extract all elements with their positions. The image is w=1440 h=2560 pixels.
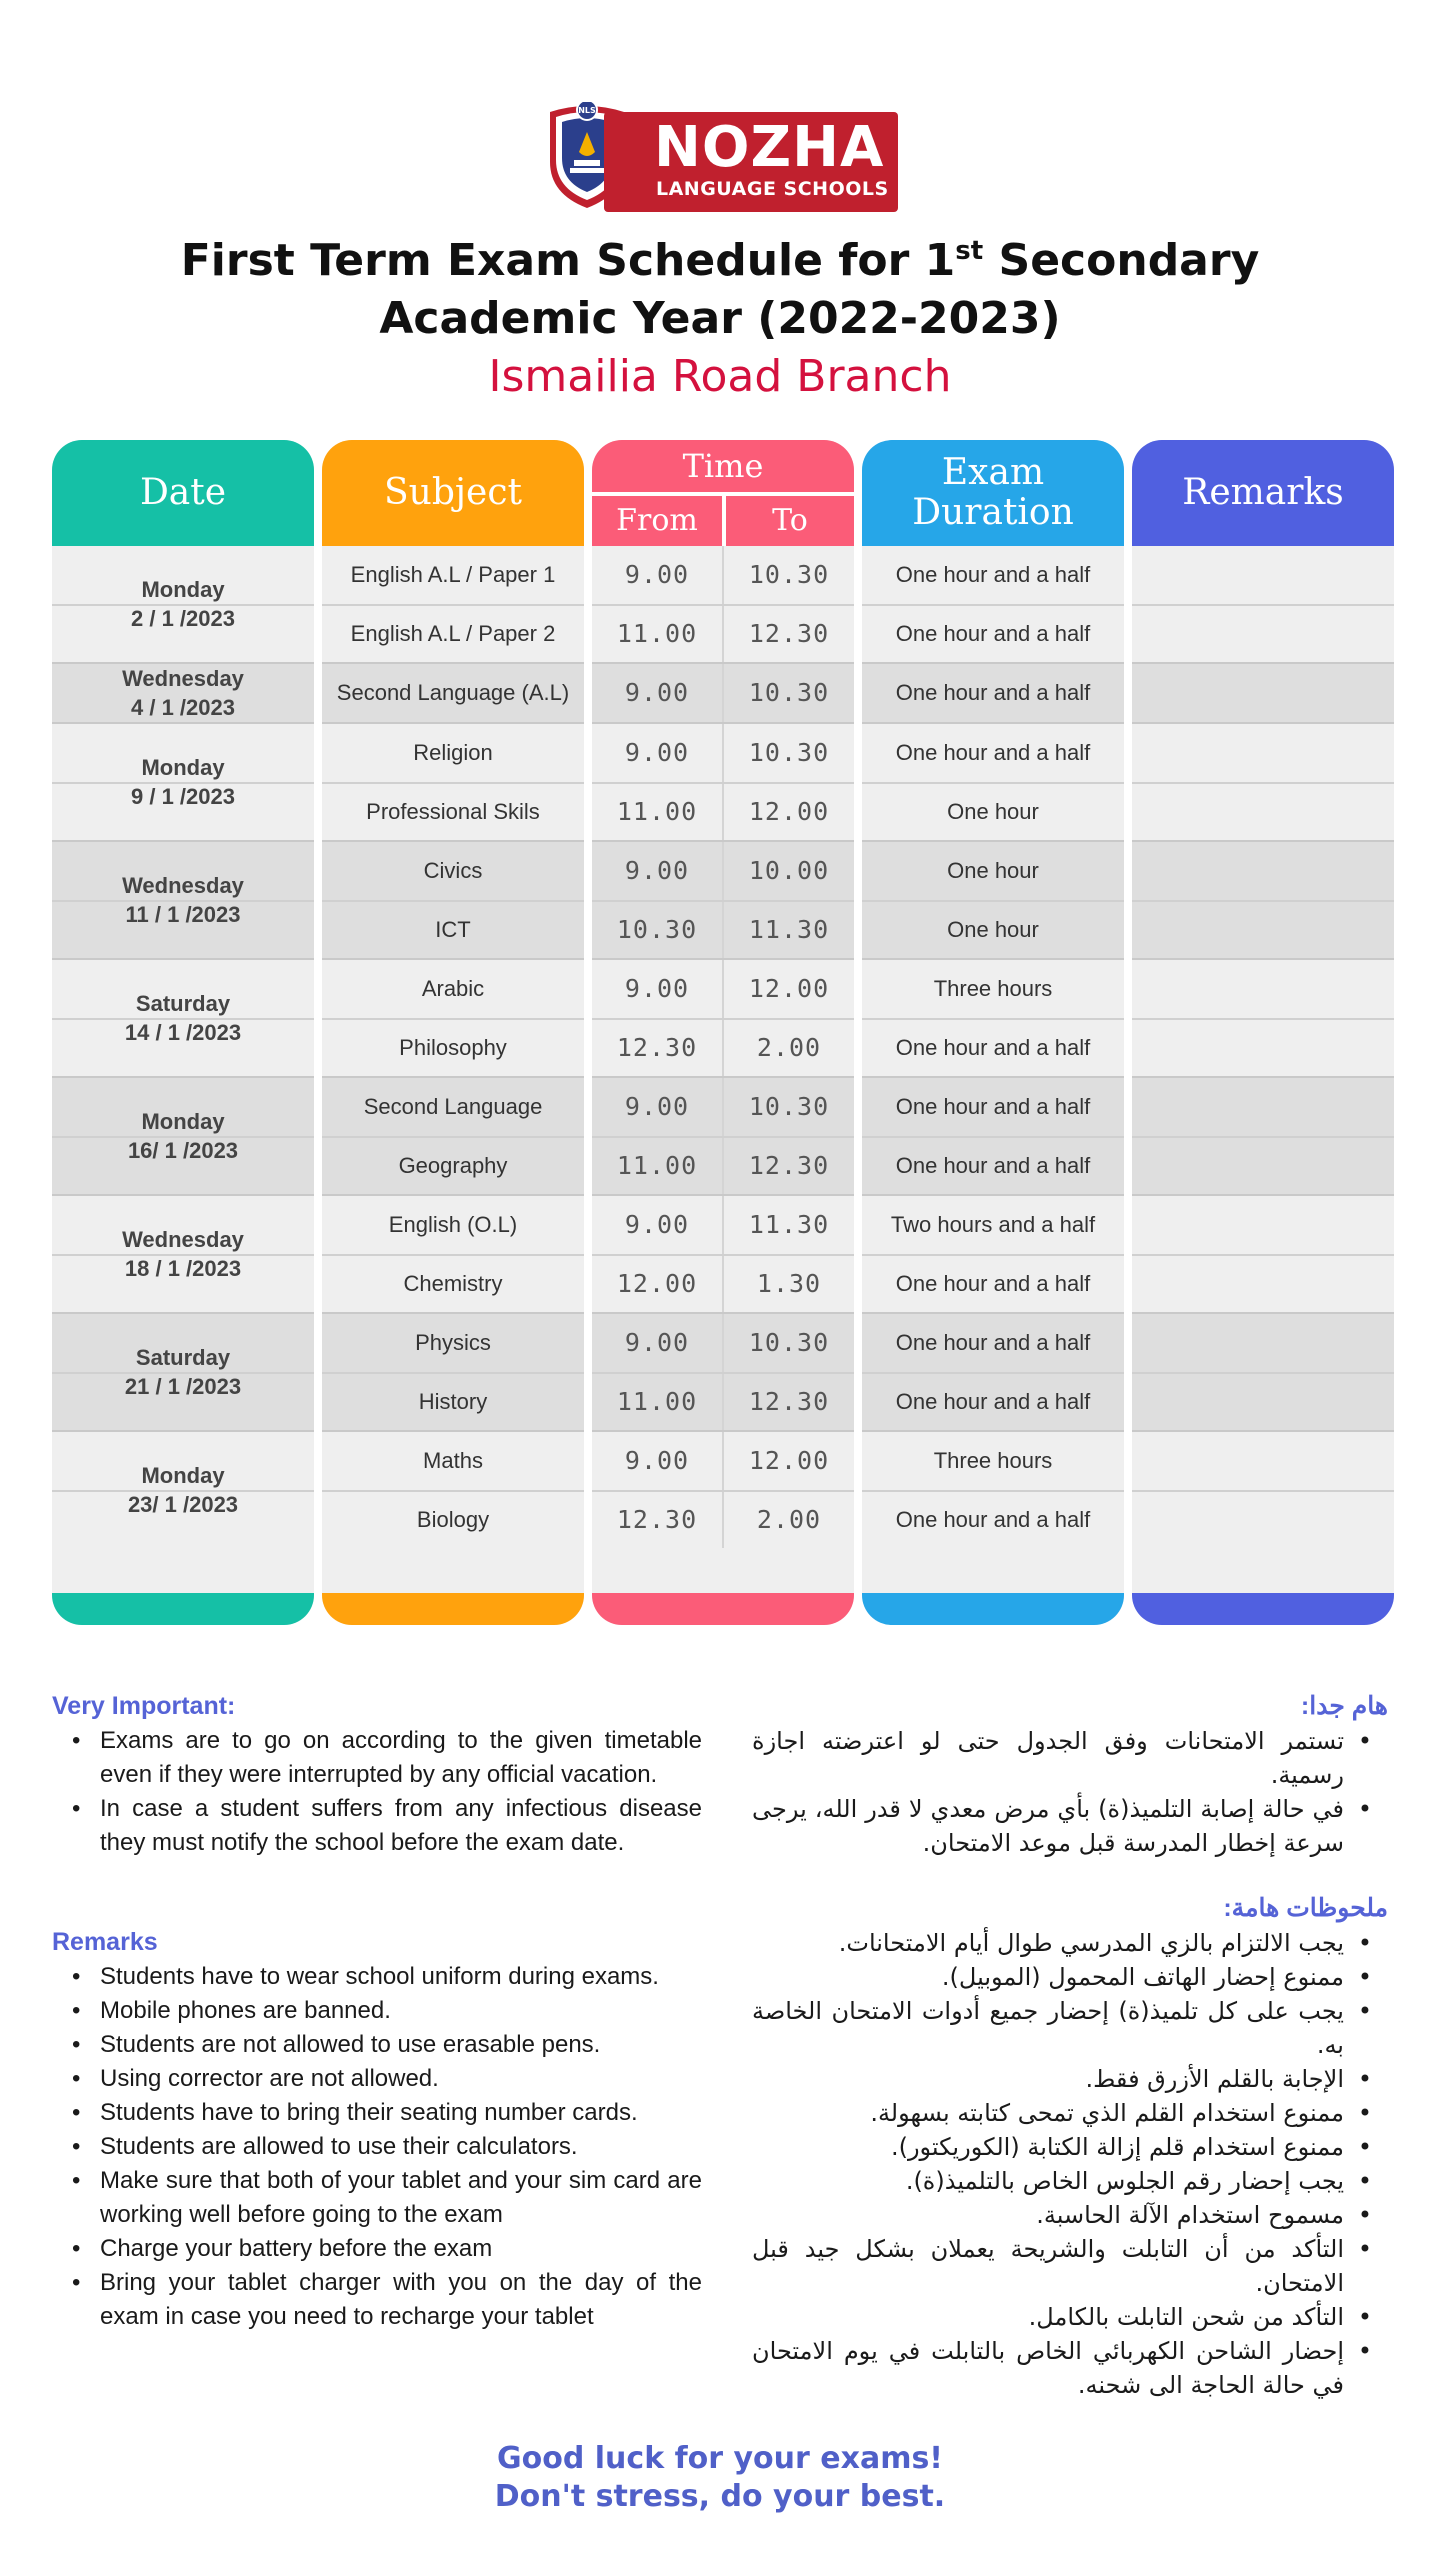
time-row xyxy=(592,1372,854,1430)
note-item-ar: • مسموح استخدام الآلة الحاسبة. xyxy=(752,2198,1392,2232)
to-time-cell: 10.30 xyxy=(722,724,854,782)
time-row xyxy=(592,1136,854,1194)
time-group xyxy=(592,840,854,958)
exam-date: 4 / 1 /2023 xyxy=(131,695,235,720)
remark-item: • Students have to wear school uniform during exams. xyxy=(52,1960,702,1994)
dur-group xyxy=(862,1430,1124,1548)
remark-item: • Make sure that both of your tablet and your sim card are working well before going to the exam xyxy=(52,2164,702,2232)
note-item-ar: • الإجابة بالقلم الأزرق فقط. xyxy=(752,2062,1392,2096)
remarks-cell xyxy=(1132,1254,1394,1312)
remark-item: • Charge your battery before the exam xyxy=(52,2232,702,2266)
subject-row xyxy=(322,1136,584,1194)
exam-date-cell xyxy=(52,724,314,840)
duration-row xyxy=(862,664,1124,722)
exam-date-cell xyxy=(52,664,314,722)
subject-column xyxy=(322,440,584,1625)
time-row xyxy=(592,1254,854,1312)
subject-row xyxy=(322,900,584,958)
subject-group xyxy=(322,1194,584,1312)
note-item-ar: • التأكد من شحن التابلت بالكامل. xyxy=(752,2300,1392,2334)
subject-group xyxy=(322,662,584,722)
exam-day: Monday xyxy=(141,1463,225,1488)
rem-group xyxy=(1132,722,1394,840)
subject-column-footer xyxy=(322,1593,584,1625)
time-header xyxy=(592,440,854,546)
subject-cell: Arabic xyxy=(421,976,485,1001)
exam-date: 16/ 1 /2023 xyxy=(127,1138,239,1163)
note-item-ar: • ممنوع استخدام قلم إزالة الكتابة (الكوريكتور). xyxy=(752,2130,1392,2164)
note-item-ar: • يجب الالتزام بالزي المدرسي طوال أيام الامتحانات. xyxy=(752,1926,1392,1960)
date-column xyxy=(52,440,314,1625)
to-time-cell: 12.00 xyxy=(722,1432,854,1490)
to-time-cell: 10.30 xyxy=(722,546,854,604)
very-important-heading: Very Important: xyxy=(52,1692,236,1720)
remarks-cell xyxy=(1132,1372,1394,1430)
time-row xyxy=(592,960,854,1018)
duration-row xyxy=(862,724,1124,782)
subject-row xyxy=(322,960,584,1018)
dur-group xyxy=(862,1076,1124,1194)
duration-cell: One hour xyxy=(947,858,1039,883)
important-note-item: • Exams are to go on according to the given timetable even if they were interrupted by any official vacation. xyxy=(52,1724,702,1792)
dur-group xyxy=(862,1312,1124,1430)
exam-date: 11 / 1 /2023 xyxy=(125,902,241,927)
subject-cell: Philosophy xyxy=(399,1035,507,1060)
subject-row xyxy=(322,1254,584,1312)
logo-subtitle: LANGUAGE SCHOOLS xyxy=(656,178,889,200)
duration-row xyxy=(862,960,1124,1018)
logo-seal-text: NLS xyxy=(578,106,596,115)
exam-day: Wednesday xyxy=(122,873,244,898)
from-time-cell: 10.30 xyxy=(616,915,698,944)
time-row xyxy=(592,1432,854,1490)
duration-cell: Three hours xyxy=(933,976,1053,1001)
remarks-column-footer xyxy=(1132,1593,1394,1625)
duration-cell: Two hours and a half xyxy=(890,1212,1096,1237)
note-item-ar: • إحضار الشاحن الكهربائي الخاص بالتابلت في يوم الامتحان في حالة الحاجة الى شحنه. xyxy=(752,2334,1392,2402)
subject-group xyxy=(322,1312,584,1430)
subject-cell: Second Language xyxy=(363,1094,543,1119)
to-time-cell: 2.00 xyxy=(722,1020,854,1076)
subject-cell: History xyxy=(418,1389,488,1414)
note-item-ar: • ممنوع إحضار الهاتف المحمول (الموبيل). xyxy=(752,1960,1392,1994)
remarks-cell xyxy=(1132,1078,1394,1136)
from-time-cell: 9.00 xyxy=(624,678,690,707)
subject-row xyxy=(322,1372,584,1430)
dur-group xyxy=(862,958,1124,1076)
rem-group xyxy=(1132,840,1394,958)
time-row xyxy=(592,900,854,958)
time-column-footer xyxy=(592,1593,854,1625)
from-time-cell: 12.30 xyxy=(616,1505,698,1534)
duration-row xyxy=(862,546,1124,604)
important-note-item-ar: • تستمر الامتحانات وفق الجدول حتى لو اعترضته اجازة رسمية. xyxy=(752,1724,1392,1792)
subject-row xyxy=(322,546,584,604)
remarks-cell xyxy=(1132,1196,1394,1254)
logo-brand: NOZHA xyxy=(654,115,885,180)
subject-cell: English A.L / Paper 1 xyxy=(350,562,556,587)
subject-row xyxy=(322,842,584,900)
duration-cell: One hour and a half xyxy=(895,621,1091,646)
duration-cell: One hour and a half xyxy=(895,1035,1091,1060)
subject-cell: Physics xyxy=(415,1330,491,1355)
remarks-cell xyxy=(1132,1314,1394,1372)
exam-date-cell xyxy=(52,842,314,958)
subject-row xyxy=(322,1018,584,1076)
duration-row xyxy=(862,1432,1124,1490)
from-time-cell: 9.00 xyxy=(624,856,690,885)
time-row xyxy=(592,1196,854,1254)
exam-day: Monday xyxy=(141,755,225,780)
exam-day: Wednesday xyxy=(122,1227,244,1252)
exam-day: Saturday xyxy=(135,1345,231,1370)
duration-row xyxy=(862,1372,1124,1430)
duration-cell: One hour and a half xyxy=(895,740,1091,765)
duration-cell: One hour and a half xyxy=(895,680,1091,705)
important-heading-ar: هام جدا: xyxy=(1300,1692,1388,1720)
time-group xyxy=(592,1194,854,1312)
subject-row xyxy=(322,1432,584,1490)
subject-row xyxy=(322,664,584,722)
from-time-cell: 9.00 xyxy=(624,1092,690,1121)
subject-header: Subject xyxy=(322,440,584,546)
from-time-cell: 11.00 xyxy=(616,797,698,826)
subject-cell: Geography xyxy=(398,1153,508,1178)
remarks-cell xyxy=(1132,1432,1394,1490)
time-row xyxy=(592,842,854,900)
duration-row xyxy=(862,1254,1124,1312)
exam-date: 21 / 1 /2023 xyxy=(124,1374,242,1399)
subject-group xyxy=(322,1430,584,1548)
date-header: Date xyxy=(52,440,314,546)
duration-groups xyxy=(862,546,1124,1548)
duration-header: Exam Duration xyxy=(862,440,1124,546)
very-important-list xyxy=(52,1724,702,1860)
duration-cell: One hour and a half xyxy=(895,1389,1091,1414)
duration-column-footer xyxy=(862,1593,1124,1625)
to-header: To xyxy=(772,503,808,538)
remarks-cell xyxy=(1132,1018,1394,1076)
important-list-ar xyxy=(752,1724,1392,1860)
closing-line-1: Good luck for your exams! xyxy=(497,2441,943,2476)
time-row xyxy=(592,604,854,662)
date-group xyxy=(52,958,314,1076)
from-time-cell: 11.00 xyxy=(616,1387,698,1416)
subject-group xyxy=(322,958,584,1076)
remarks-list xyxy=(52,1960,702,2334)
to-time-cell: 10.00 xyxy=(722,842,854,900)
time-row xyxy=(592,1490,854,1548)
exam-date: 14 / 1 /2023 xyxy=(124,1020,242,1045)
subject-cell: Maths xyxy=(423,1448,483,1473)
from-header: From xyxy=(616,503,698,538)
remark-item: • Mobile phones are banned. xyxy=(52,1994,702,2028)
from-time-cell: 9.00 xyxy=(624,974,690,1003)
note-item-ar: • يجب على كل تلميذ(ة) إحضار جميع أدوات الامتحان الخاصة به. xyxy=(752,1994,1392,2062)
subject-groups xyxy=(322,546,584,1548)
subject-row xyxy=(322,604,584,662)
remark-item: • Students are not allowed to use erasable pens. xyxy=(52,2028,702,2062)
remark-item: • Using corrector are not allowed. xyxy=(52,2062,702,2096)
time-row xyxy=(592,664,854,722)
subject-group xyxy=(322,1076,584,1194)
duration-cell: One hour and a half xyxy=(895,1153,1091,1178)
remark-item: • Bring your tablet charger with you on the day of the exam in case you need to recharge your tablet xyxy=(52,2266,702,2334)
remarks-cell xyxy=(1132,960,1394,1018)
duration-row xyxy=(862,604,1124,662)
remarks-cell xyxy=(1132,900,1394,958)
time-group xyxy=(592,722,854,840)
to-time-cell: 11.30 xyxy=(722,1196,854,1254)
note-item-ar: • يجب إحضار رقم الجلوس الخاص بالتلميذ(ة). xyxy=(752,2164,1392,2198)
exam-date: 23/ 1 /2023 xyxy=(127,1492,239,1517)
duration-cell: One hour and a half xyxy=(895,1271,1091,1296)
subject-cell: ICT xyxy=(435,917,471,942)
date-column-footer xyxy=(52,1593,314,1625)
date-group xyxy=(52,662,314,722)
rem-group xyxy=(1132,1312,1394,1430)
exam-day: Monday xyxy=(141,577,225,602)
remarks-column xyxy=(1132,440,1394,1625)
closing-line-2: Don't stress, do your best. xyxy=(494,2479,946,2514)
subject-cell: English A.L / Paper 2 xyxy=(350,621,556,646)
to-time-cell: 12.00 xyxy=(722,960,854,1018)
to-time-cell: 12.30 xyxy=(722,606,854,662)
remarks-cell xyxy=(1132,546,1394,604)
subject-row xyxy=(322,1314,584,1372)
subject-cell: Civics xyxy=(423,858,483,883)
time-group xyxy=(592,1430,854,1548)
remarks-cell xyxy=(1132,664,1394,722)
to-time-cell: 10.30 xyxy=(722,1078,854,1136)
remark-item: • Students have to bring their seating number cards. xyxy=(52,2096,702,2130)
time-group xyxy=(592,1312,854,1430)
duration-row xyxy=(862,1136,1124,1194)
subject-cell: English (O.L) xyxy=(388,1212,518,1237)
note-item-ar: • ممنوع استخدام القلم الذي تمحى كتابته بسهولة. xyxy=(752,2096,1392,2130)
time-row xyxy=(592,546,854,604)
time-row xyxy=(592,1018,854,1076)
important-note-item: • In case a student suffers from any infectious disease they must notify the school before the exam date. xyxy=(52,1792,702,1860)
remarks-cell xyxy=(1132,1136,1394,1194)
date-group xyxy=(52,722,314,840)
duration-column xyxy=(862,440,1124,1625)
exam-date-cell xyxy=(52,1078,314,1194)
subject-row xyxy=(322,1490,584,1548)
date-groups xyxy=(52,546,314,1548)
rem-group xyxy=(1132,1430,1394,1548)
to-time-cell: 10.30 xyxy=(722,1314,854,1372)
subject-row xyxy=(322,724,584,782)
important-note-item-ar: • في حالة إصابة التلميذ(ة) بأي مرض معدي لا قدر الله، يرجى سرعة إخطار المدرسة قبل موعد الامتحان. xyxy=(752,1792,1392,1860)
notes-list-ar xyxy=(752,1926,1392,2402)
exam-date-cell xyxy=(52,1432,314,1548)
notes-heading-ar: ملحوظات هامة: xyxy=(1223,1894,1388,1922)
page-title xyxy=(0,232,1440,348)
duration-cell: One hour and a half xyxy=(895,1094,1091,1119)
title-line-2: Academic Year (2022-2023) xyxy=(379,293,1061,344)
remark-item: • Students are allowed to use their calculators. xyxy=(52,2130,702,2164)
time-group xyxy=(592,546,854,662)
exam-date: 2 / 1 /2023 xyxy=(131,606,235,631)
date-group xyxy=(52,546,314,662)
rem-group xyxy=(1132,546,1394,662)
exam-date-cell xyxy=(52,546,314,662)
from-time-cell: 9.00 xyxy=(624,1328,690,1357)
exam-date: 18 / 1 /2023 xyxy=(124,1256,242,1281)
to-time-cell: 12.00 xyxy=(722,784,854,840)
duration-row xyxy=(862,842,1124,900)
time-group xyxy=(592,958,854,1076)
time-group xyxy=(592,1076,854,1194)
dur-group xyxy=(862,722,1124,840)
subject-cell: Chemistry xyxy=(403,1271,503,1296)
date-group xyxy=(52,1194,314,1312)
dur-group xyxy=(862,546,1124,662)
subject-cell: Professional Skils xyxy=(366,799,540,824)
remarks-heading: Remarks xyxy=(52,1928,158,1956)
from-time-cell: 9.00 xyxy=(624,738,690,767)
from-time-cell: 11.00 xyxy=(616,1151,698,1180)
time-group xyxy=(592,662,854,722)
subject-row xyxy=(322,1078,584,1136)
from-time-cell: 12.00 xyxy=(616,1269,698,1298)
duration-row xyxy=(862,1078,1124,1136)
rem-group xyxy=(1132,958,1394,1076)
to-time-cell: 11.30 xyxy=(722,902,854,958)
duration-cell: One hour and a half xyxy=(895,562,1091,587)
to-time-cell: 10.30 xyxy=(722,664,854,722)
branch-name: Ismailia Road Branch xyxy=(488,351,952,402)
subject-cell: Second Language (A.L) xyxy=(336,680,570,705)
date-group xyxy=(52,840,314,958)
exam-date-cell xyxy=(52,1196,314,1312)
subject-cell: Religion xyxy=(413,740,493,765)
title-part-1: First Term Exam Schedule for 1 xyxy=(180,235,956,286)
duration-row xyxy=(862,782,1124,840)
duration-cell: One hour xyxy=(947,917,1039,942)
time-row xyxy=(592,1078,854,1136)
from-time-cell: 12.30 xyxy=(616,1033,698,1062)
remarks-cell xyxy=(1132,842,1394,900)
time-row xyxy=(592,782,854,840)
date-group xyxy=(52,1076,314,1194)
duration-cell: One hour xyxy=(947,799,1039,824)
time-groups xyxy=(592,546,854,1548)
title-part-2: Secondary xyxy=(983,235,1260,286)
duration-cell: One hour and a half xyxy=(895,1507,1091,1532)
subject-group xyxy=(322,840,584,958)
rem-group xyxy=(1132,1076,1394,1194)
exam-day: Monday xyxy=(141,1109,225,1134)
note-item-ar: • التأكد من أن التابلت والشريحة يعملان بشكل جيد قبل الامتحان. xyxy=(752,2232,1392,2300)
duration-row xyxy=(862,1314,1124,1372)
duration-row xyxy=(862,1018,1124,1076)
to-time-cell: 12.30 xyxy=(722,1138,854,1194)
to-time-cell: 12.30 xyxy=(722,1374,854,1430)
exam-date-cell xyxy=(52,960,314,1076)
exam-date-cell xyxy=(52,1314,314,1430)
duration-row xyxy=(862,1196,1124,1254)
exam-day: Saturday xyxy=(135,991,231,1016)
remarks-cell xyxy=(1132,1490,1394,1548)
school-logo xyxy=(546,102,898,214)
duration-cell: Three hours xyxy=(933,1448,1053,1473)
rem-group xyxy=(1132,662,1394,722)
subject-cell: Biology xyxy=(416,1507,490,1532)
duration-cell: One hour and a half xyxy=(895,1330,1091,1355)
title-superscript: st xyxy=(955,236,984,266)
duration-row xyxy=(862,1490,1124,1548)
subject-group xyxy=(322,722,584,840)
time-row xyxy=(592,1314,854,1372)
dur-group xyxy=(862,840,1124,958)
time-header-label: Time xyxy=(682,447,764,485)
date-group xyxy=(52,1430,314,1548)
remarks-groups xyxy=(1132,546,1394,1548)
subject-row xyxy=(322,1196,584,1254)
from-time-cell: 9.00 xyxy=(624,1446,690,1475)
to-time-cell: 2.00 xyxy=(722,1492,854,1548)
to-time-cell: 1.30 xyxy=(722,1256,854,1312)
exam-date: 9 / 1 /2023 xyxy=(131,784,235,809)
time-column xyxy=(592,440,854,1625)
remarks-cell xyxy=(1132,604,1394,662)
exam-day: Wednesday xyxy=(122,666,244,691)
closing-message xyxy=(0,2440,1440,2516)
from-time-cell: 9.00 xyxy=(624,560,690,589)
from-time-cell: 9.00 xyxy=(624,1210,690,1239)
subject-row xyxy=(322,782,584,840)
duration-row xyxy=(862,900,1124,958)
remarks-cell xyxy=(1132,782,1394,840)
time-row xyxy=(592,724,854,782)
date-group xyxy=(52,1312,314,1430)
remarks-header: Remarks xyxy=(1132,440,1394,546)
remarks-cell xyxy=(1132,724,1394,782)
from-time-cell: 11.00 xyxy=(616,619,698,648)
dur-group xyxy=(862,1194,1124,1312)
rem-group xyxy=(1132,1194,1394,1312)
subject-group xyxy=(322,546,584,662)
dur-group xyxy=(862,662,1124,722)
